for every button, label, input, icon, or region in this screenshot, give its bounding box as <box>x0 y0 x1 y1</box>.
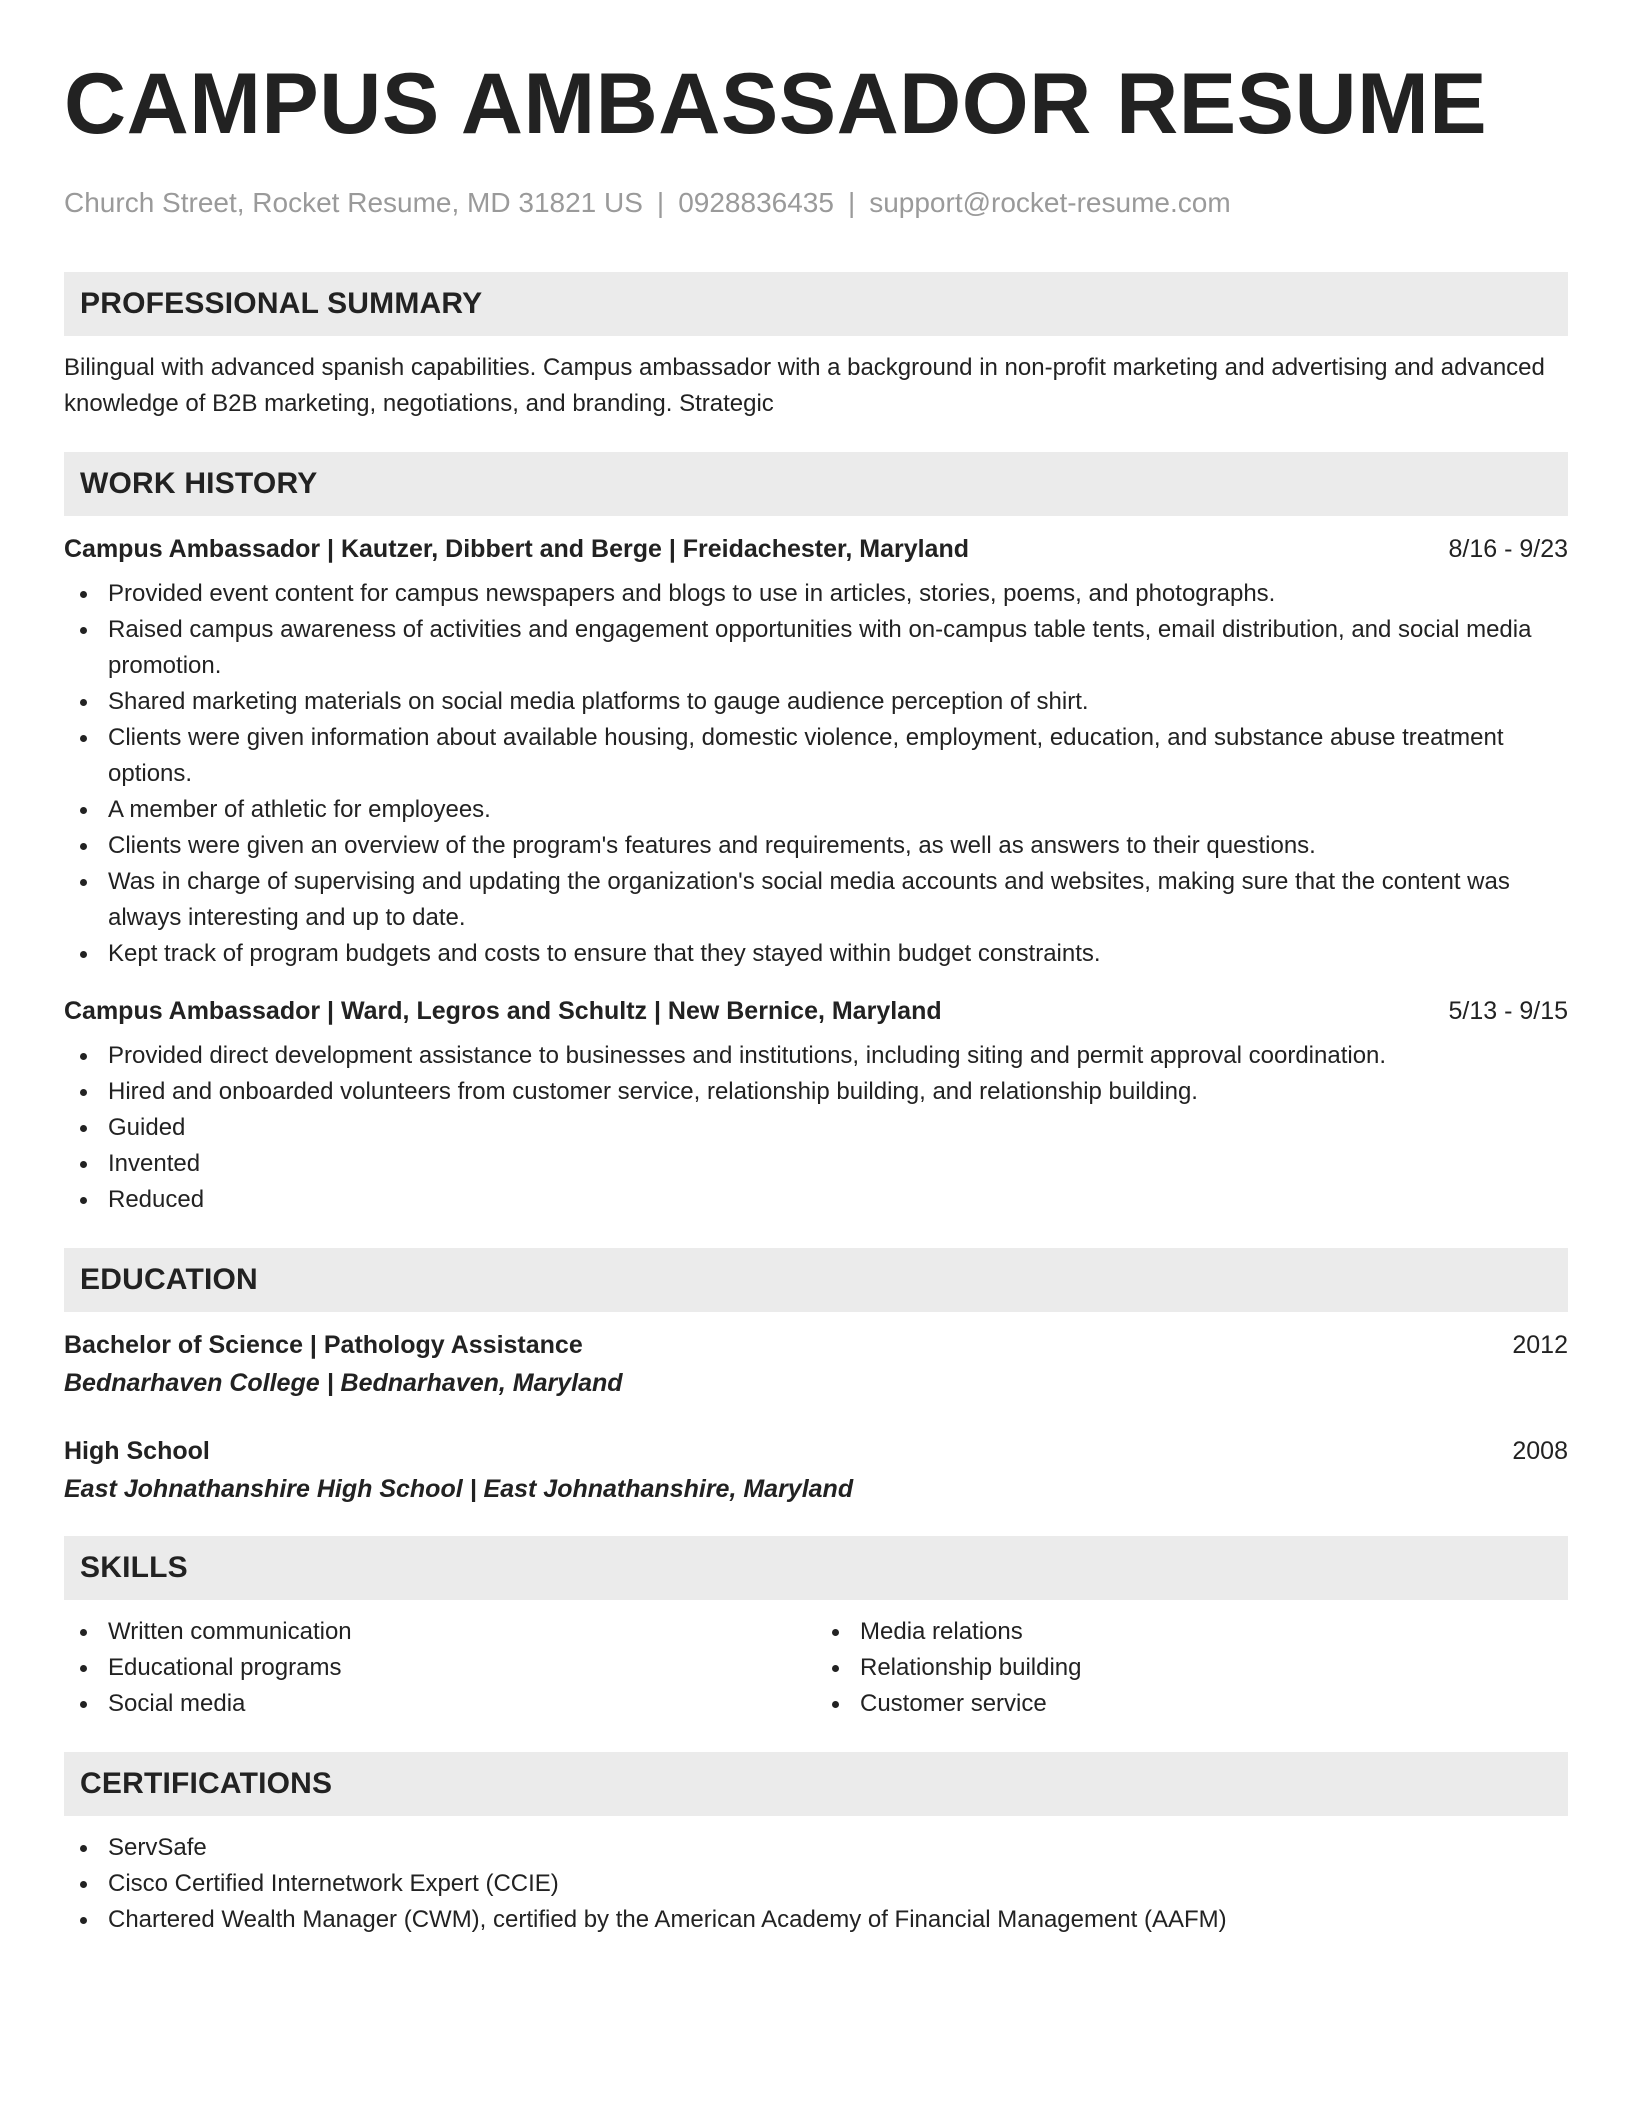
education-year: 2008 <box>1512 1437 1568 1465</box>
school-name: Bednarhaven College | Bednarhaven, Maryland <box>64 1369 623 1397</box>
list-item: ServSafe <box>64 1830 1568 1866</box>
education-year: 2012 <box>1512 1331 1568 1359</box>
list-item: Customer service <box>816 1686 1568 1722</box>
section-heading-certifications: CERTIFICATIONS <box>64 1752 1568 1816</box>
list-item: Relationship building <box>816 1650 1568 1686</box>
degree-title: Bachelor of Science | Pathology Assistance <box>64 1331 583 1359</box>
list-item: Provided direct development assistance to businesses and institutions, including siting and permit approval coordination. <box>64 1038 1568 1074</box>
list-item: Shared marketing materials on social media platforms to gauge audience perception of shirt. <box>64 684 1568 720</box>
page-title: CAMPUS AMBASSADOR RESUME <box>64 56 1488 152</box>
school-name: East Johnathanshire High School | East Johnathanshire, Maryland <box>64 1475 854 1503</box>
job-dates: 8/16 - 9/23 <box>1448 535 1568 563</box>
skills-column-left <box>64 1614 816 1722</box>
list-item: Written communication <box>64 1614 816 1650</box>
summary-text: Bilingual with advanced spanish capabilities. Campus ambassador with a background in non-profit marketing and advertising and advanced knowledge of B2B marketing, negotiations, and branding. Strategic <box>64 354 1545 417</box>
contact-separator: | <box>847 187 856 218</box>
section-heading-skills: SKILLS <box>64 1536 1568 1600</box>
job-header <box>64 994 1568 1028</box>
contact-line <box>64 186 1568 220</box>
education-header <box>64 1328 1568 1362</box>
skills-column-right <box>816 1614 1568 1722</box>
contact-phone: 0928836435 <box>678 187 834 218</box>
education-entry <box>64 1328 1568 1400</box>
job-title: Campus Ambassador | Kautzer, Dibbert and Berge | Freidachester, Maryland <box>64 535 969 563</box>
list-item: Provided event content for campus newspapers and blogs to use in articles, stories, poems, and photographs. <box>64 576 1568 612</box>
list-item: Clients were given information about available housing, domestic violence, employment, education, and substance abuse treatment options. <box>64 720 1568 792</box>
skills-grid <box>64 1614 1568 1722</box>
education-header <box>64 1434 1568 1468</box>
list-item: Chartered Wealth Manager (CWM), certified by the American Academy of Financial Management (AAFM) <box>64 1902 1568 1938</box>
list-item: Reduced <box>64 1182 1568 1218</box>
degree-title: High School <box>64 1437 210 1465</box>
job-duties-list <box>64 1038 1568 1218</box>
list-item: Clients were given an overview of the program's features and requirements, as well as answers to their questions. <box>64 828 1568 864</box>
list-item: A member of athletic for employees. <box>64 792 1568 828</box>
job-dates: 5/13 - 9/15 <box>1448 997 1568 1025</box>
job-header <box>64 532 1568 566</box>
job-entry <box>64 994 1568 1218</box>
list-item: Guided <box>64 1110 1568 1146</box>
section-heading-summary: PROFESSIONAL SUMMARY <box>64 272 1568 336</box>
list-item: Invented <box>64 1146 1568 1182</box>
list-item: Educational programs <box>64 1650 816 1686</box>
job-duties-list <box>64 576 1568 972</box>
job-entry <box>64 532 1568 972</box>
skills-list <box>64 1614 816 1722</box>
list-item: Media relations <box>816 1614 1568 1650</box>
section-heading-education: EDUCATION <box>64 1248 1568 1312</box>
job-title: Campus Ambassador | Ward, Legros and Schultz | New Bernice, Maryland <box>64 997 942 1025</box>
skills-list <box>816 1614 1568 1722</box>
education-entry <box>64 1434 1568 1506</box>
list-item: Kept track of program budgets and costs to ensure that they stayed within budget constraints. <box>64 936 1568 972</box>
contact-address: Church Street, Rocket Resume, MD 31821 US <box>64 187 643 218</box>
list-item: Hired and onboarded volunteers from customer service, relationship building, and relationship building. <box>64 1074 1568 1110</box>
list-item: Social media <box>64 1686 816 1722</box>
contact-email: support@rocket-resume.com <box>869 187 1231 218</box>
list-item: Cisco Certified Internetwork Expert (CCIE) <box>64 1866 1568 1902</box>
list-item: Was in charge of supervising and updating the organization's social media accounts and websites, making sure that the content was always interesting and up to date. <box>64 864 1568 936</box>
list-item: Raised campus awareness of activities and engagement opportunities with on-campus table tents, email distribution, and social media promotion. <box>64 612 1568 684</box>
section-heading-work-history: WORK HISTORY <box>64 452 1568 516</box>
contact-separator: | <box>656 187 665 218</box>
certifications-list <box>64 1830 1568 1938</box>
